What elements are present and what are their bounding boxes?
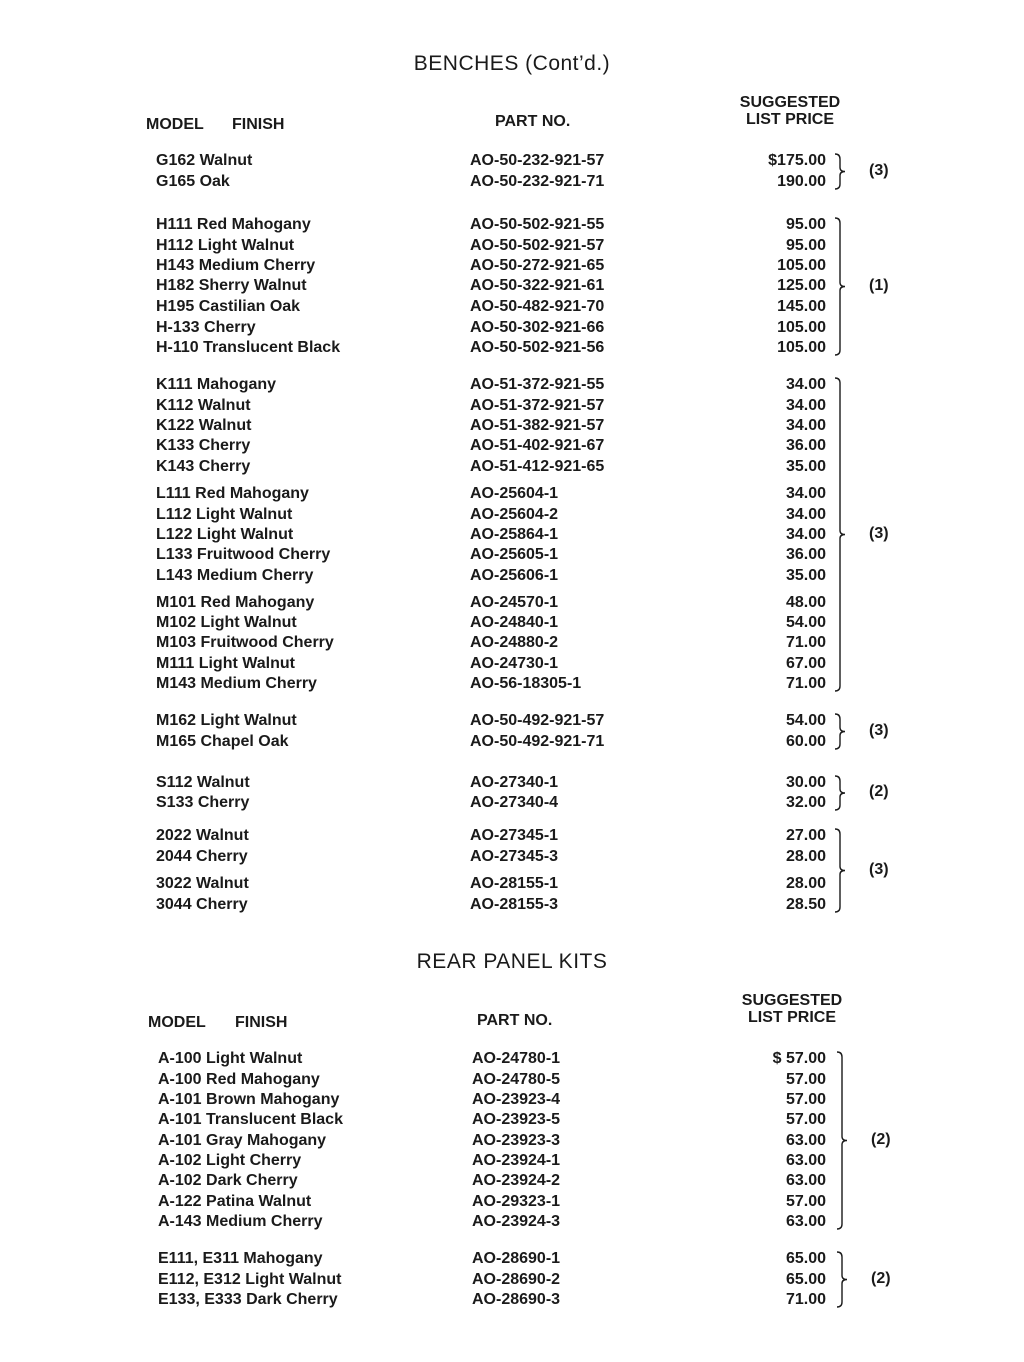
part-number-cell: AO-28690-3 [472, 1291, 561, 1308]
price-cell: 57.00 [785, 1193, 826, 1210]
table-row [0, 396, 1024, 416]
right-brace-icon [833, 217, 847, 356]
price-cell: 95.00 [785, 237, 826, 254]
part-number-cell: AO-51-382-921-57 [470, 417, 605, 434]
footnote-reference: (3) [869, 860, 889, 878]
model-finish-cell: 3044 Cherry [156, 896, 248, 913]
table-row [0, 613, 1024, 633]
price-cell: 65.00 [785, 1250, 826, 1267]
table-row [0, 215, 1024, 235]
part-number-cell: AO-28690-2 [472, 1271, 561, 1288]
model-finish-cell: M162 Light Walnut [156, 712, 297, 729]
model-finish-cell: 2022 Walnut [156, 827, 249, 844]
model-finish-cell: H-110 Translucent Black [156, 339, 341, 356]
price-cell: 57.00 [785, 1071, 826, 1088]
model-finish-cell: G165 Oak [156, 173, 230, 190]
table-row [0, 1171, 1024, 1191]
part-number-cell: AO-28690-1 [472, 1250, 561, 1267]
price-cell: 63.00 [785, 1132, 826, 1149]
model-finish-cell: K122 Walnut [156, 417, 252, 434]
price-cell: 36.00 [785, 546, 826, 563]
table-row [0, 1192, 1024, 1212]
part-number-cell: AO-24840-1 [470, 614, 559, 631]
price-cell: 71.00 [785, 675, 826, 692]
model-finish-cell: 2044 Cherry [156, 848, 248, 865]
price-cell: 27.00 [785, 827, 826, 844]
table-row [0, 236, 1024, 256]
model-finish-cell: L143 Medium Cherry [156, 567, 314, 584]
price-cell: 63.00 [785, 1152, 826, 1169]
table-row [0, 484, 1024, 504]
model-finish-cell: G162 Walnut [156, 152, 253, 169]
part-number-cell: AO-24730-1 [470, 655, 559, 672]
table-row [0, 826, 1024, 846]
price-cell: 34.00 [785, 376, 826, 393]
model-finish-cell: H-133 Cherry [156, 319, 256, 336]
part-number-cell: AO-50-492-921-57 [470, 712, 605, 729]
model-finish-cell: A-101 Translucent Black [158, 1111, 343, 1128]
price-cell: 54.00 [785, 614, 826, 631]
price-cell: 60.00 [785, 733, 826, 750]
table-row [0, 654, 1024, 674]
table-row [0, 1110, 1024, 1130]
price-cell: 125.00 [777, 277, 826, 294]
part-number-cell: AO-23924-3 [472, 1213, 561, 1230]
model-finish-cell: A-102 Light Cherry [158, 1152, 302, 1169]
model-finish-cell: A-101 Brown Mahogany [158, 1091, 340, 1108]
price-cell: 34.00 [785, 526, 826, 543]
part-number-cell: AO-50-302-921-66 [470, 319, 605, 336]
table-row [0, 297, 1024, 317]
part-number-cell: AO-25604-1 [470, 485, 559, 502]
part-number-cell: AO-50-502-921-55 [470, 216, 605, 233]
price-cell: 71.00 [785, 1291, 826, 1308]
price-cell: 28.50 [785, 896, 826, 913]
model-finish-cell: H143 Medium Cherry [156, 257, 316, 274]
rear-part-header: PART NO. [477, 1012, 553, 1029]
price-cell: 145.00 [777, 298, 826, 315]
part-number-cell: AO-24880-2 [470, 634, 559, 651]
part-number-cell: AO-24570-1 [470, 594, 559, 611]
table-row [0, 457, 1024, 477]
right-brace-icon [833, 713, 847, 750]
table-row [0, 436, 1024, 456]
table-row [0, 1212, 1024, 1232]
part-number-cell: AO-29323-1 [472, 1193, 561, 1210]
part-number-cell: AO-51-372-921-55 [470, 376, 605, 393]
table-row [0, 1049, 1024, 1069]
model-finish-cell: K112 Walnut [156, 397, 251, 414]
part-number-cell: AO-27345-1 [470, 827, 559, 844]
rear-price-header-line1: SUGGESTED [741, 992, 843, 1009]
part-number-cell: AO-56-18305-1 [470, 675, 582, 692]
footnote-reference: (1) [869, 276, 889, 294]
part-number-cell: AO-23924-2 [472, 1172, 561, 1189]
part-number-cell: AO-51-402-921-67 [470, 437, 605, 454]
table-row [0, 545, 1024, 565]
right-brace-icon [833, 153, 847, 190]
price-cell: 105.00 [777, 319, 826, 336]
price-cell: 35.00 [785, 567, 826, 584]
part-number-cell: AO-50-502-921-57 [470, 237, 605, 254]
model-finish-cell: M143 Medium Cherry [156, 675, 317, 692]
part-number-cell: AO-28155-1 [470, 875, 559, 892]
model-finish-cell: H195 Castilian Oak [156, 298, 301, 315]
price-cell: 28.00 [785, 848, 826, 865]
model-finish-cell: L112 Light Walnut [156, 506, 293, 523]
part-number-cell: AO-27340-1 [470, 774, 559, 791]
benches-price-header [730, 94, 850, 128]
model-finish-cell: H111 Red Mahogany [156, 216, 311, 233]
table-row [0, 338, 1024, 358]
table-row [0, 566, 1024, 586]
model-finish-cell: 3022 Walnut [156, 875, 249, 892]
price-cell: $ 57.00 [772, 1050, 826, 1067]
price-cell: 63.00 [785, 1172, 826, 1189]
part-number-cell: AO-25604-2 [470, 506, 559, 523]
price-cell: 54.00 [785, 712, 826, 729]
price-cell: 30.00 [785, 774, 826, 791]
footnote-reference: (3) [869, 524, 889, 542]
price-cell: 34.00 [785, 485, 826, 502]
right-brace-icon [835, 1251, 849, 1308]
model-finish-cell: E111, E311 Mahogany [158, 1250, 323, 1267]
price-cell: $175.00 [768, 152, 826, 169]
model-finish-cell: H112 Light Walnut [156, 237, 295, 254]
part-number-cell: AO-50-322-921-61 [470, 277, 605, 294]
part-number-cell: AO-27340-4 [470, 794, 559, 811]
model-finish-cell: M101 Red Mahogany [156, 594, 315, 611]
part-number-cell: AO-28155-3 [470, 896, 559, 913]
rear-price-header-line2: LIST PRICE [747, 1009, 836, 1026]
footnote-reference: (2) [871, 1269, 891, 1287]
footnote-reference: (2) [871, 1130, 891, 1148]
table-row [0, 505, 1024, 525]
part-number-cell: AO-51-372-921-57 [470, 397, 605, 414]
table-row [0, 633, 1024, 653]
table-row [0, 1290, 1024, 1310]
part-number-cell: AO-25864-1 [470, 526, 559, 543]
table-row [0, 1070, 1024, 1090]
price-cell: 28.00 [785, 875, 826, 892]
price-cell: 95.00 [785, 216, 826, 233]
part-number-cell: AO-50-272-921-65 [470, 257, 605, 274]
model-finish-cell: H182 Sherry Walnut [156, 277, 307, 294]
model-finish-cell: A-122 Patina Walnut [158, 1193, 312, 1210]
benches-title: BENCHES (Cont’d.) [413, 52, 611, 75]
table-row [0, 1151, 1024, 1171]
price-cell: 34.00 [785, 417, 826, 434]
part-number-cell: AO-25606-1 [470, 567, 559, 584]
table-row [0, 318, 1024, 338]
price-cell: 71.00 [785, 634, 826, 651]
part-number-cell: AO-27345-3 [470, 848, 559, 865]
footnote-reference: (3) [869, 721, 889, 739]
table-row [0, 593, 1024, 613]
benches-part-header: PART NO. [495, 113, 571, 130]
model-finish-cell: K133 Cherry [156, 437, 251, 454]
benches-finish-header: FINISH [232, 116, 285, 133]
footnote-reference: (3) [869, 161, 889, 179]
model-finish-cell: A-102 Dark Cherry [158, 1172, 298, 1189]
price-cell: 63.00 [785, 1213, 826, 1230]
part-number-cell: AO-23923-5 [472, 1111, 561, 1128]
price-cell: 32.00 [785, 794, 826, 811]
right-brace-icon [833, 828, 847, 913]
table-row [0, 1249, 1024, 1269]
price-cell: 34.00 [785, 397, 826, 414]
part-number-cell: AO-24780-5 [472, 1071, 561, 1088]
part-number-cell: AO-50-502-921-56 [470, 339, 605, 356]
benches-model-header: MODEL [146, 116, 204, 133]
model-finish-cell: L122 Light Walnut [156, 526, 294, 543]
model-finish-cell: M102 Light Walnut [156, 614, 297, 631]
part-number-cell: AO-50-482-921-70 [470, 298, 605, 315]
part-number-cell: AO-51-412-921-65 [470, 458, 605, 475]
table-row [0, 416, 1024, 436]
model-finish-cell: M103 Fruitwood Cherry [156, 634, 334, 651]
right-brace-icon [833, 377, 847, 692]
rear-model-header: MODEL [148, 1014, 206, 1031]
price-cell: 67.00 [785, 655, 826, 672]
price-cell: 35.00 [785, 458, 826, 475]
benches-price-header-line1: SUGGESTED [739, 94, 841, 111]
rear-finish-header: FINISH [235, 1014, 288, 1031]
model-finish-cell: L133 Fruitwood Cherry [156, 546, 331, 563]
footnote-reference: (2) [869, 783, 889, 800]
model-finish-cell: E112, E312 Light Walnut [158, 1271, 342, 1288]
price-cell: 34.00 [785, 506, 826, 523]
table-row [0, 895, 1024, 915]
model-finish-cell: L111 Red Mahogany [156, 485, 309, 502]
part-number-cell: AO-23924-1 [472, 1152, 561, 1169]
model-finish-cell: A-143 Medium Cherry [158, 1213, 323, 1230]
price-cell: 65.00 [785, 1271, 826, 1288]
right-brace-icon [835, 1051, 849, 1230]
model-finish-cell: A-100 Light Walnut [158, 1050, 303, 1067]
table-row [0, 256, 1024, 276]
part-number-cell: AO-25605-1 [470, 546, 559, 563]
price-cell: 190.00 [777, 173, 826, 190]
right-brace-icon [833, 775, 847, 811]
rear-price-header [732, 992, 852, 1026]
model-finish-cell: S133 Cherry [156, 794, 250, 811]
part-number-cell: AO-24780-1 [472, 1050, 561, 1067]
part-number-cell: AO-23923-3 [472, 1132, 561, 1149]
model-finish-cell: E133, E333 Dark Cherry [158, 1291, 338, 1308]
model-finish-cell: A-101 Gray Mahogany [158, 1132, 327, 1149]
price-cell: 57.00 [785, 1111, 826, 1128]
part-number-cell: AO-50-232-921-57 [470, 152, 605, 169]
model-finish-cell: S112 Walnut [156, 774, 250, 791]
part-number-cell: AO-50-232-921-71 [470, 173, 605, 190]
model-finish-cell: M165 Chapel Oak [156, 733, 289, 750]
rear-panel-kits-title: REAR PANEL KITS [416, 950, 608, 973]
model-finish-cell: K143 Cherry [156, 458, 251, 475]
table-row [0, 1090, 1024, 1110]
model-finish-cell: K111 Mahogany [156, 376, 277, 393]
price-cell: 36.00 [785, 437, 826, 454]
table-row [0, 375, 1024, 395]
table-row [0, 674, 1024, 694]
price-cell: 57.00 [785, 1091, 826, 1108]
price-cell: 48.00 [785, 594, 826, 611]
part-number-cell: AO-23923-4 [472, 1091, 561, 1108]
part-number-cell: AO-50-492-921-71 [470, 733, 605, 750]
price-cell: 105.00 [777, 339, 826, 356]
model-finish-cell: A-100 Red Mahogany [158, 1071, 320, 1088]
price-cell: 105.00 [777, 257, 826, 274]
benches-price-header-line2: LIST PRICE [745, 111, 834, 128]
model-finish-cell: M111 Light Walnut [156, 655, 295, 672]
